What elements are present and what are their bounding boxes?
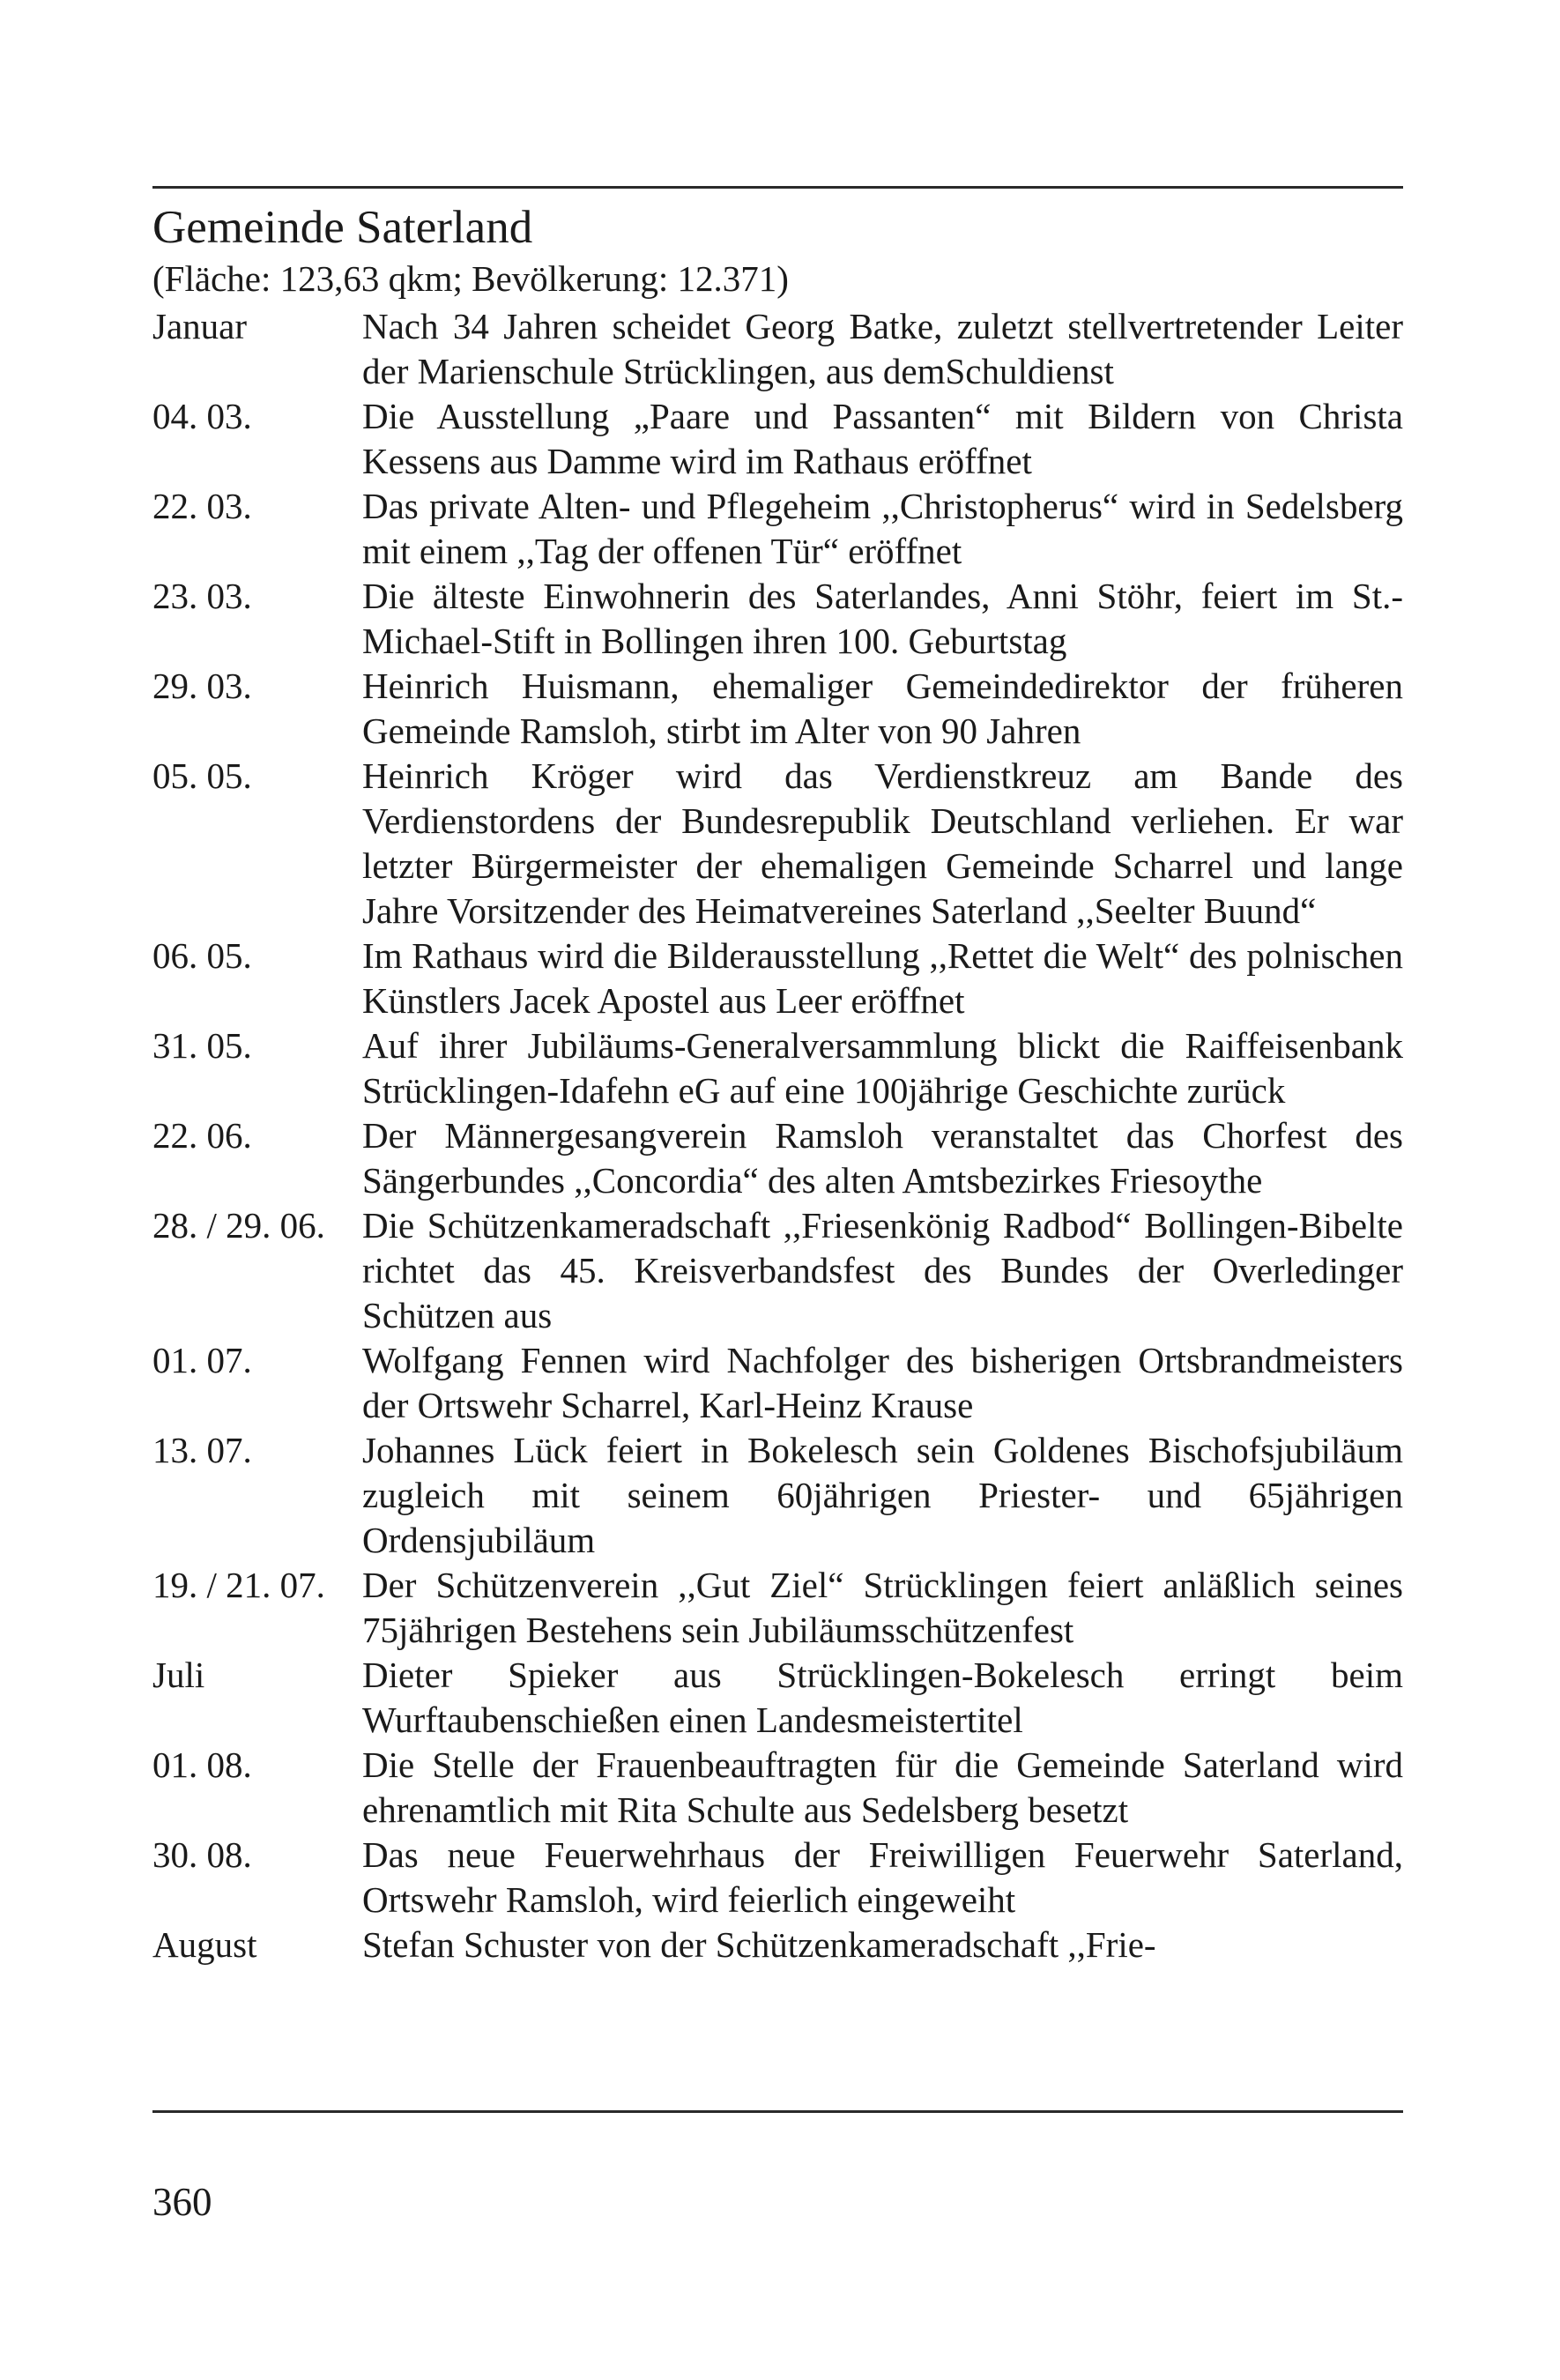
entry-date: 28. / 29. 06. [152,1205,325,1246]
entry-text: Das private Alten- und Pflegeheim ,,Christopherus“ wird in Sedelsberg mit einem ,,Tag der offenen Tür“ eröffnet [362,486,1403,571]
entry-date: Januar [152,306,248,346]
chronicle-entry [152,394,1403,484]
entry-text: Die älteste Einwohnerin des Saterlandes, Anni Stöhr, feiert im St.-Michael-Stift in Bollingen ihren 100. Geburtstag [362,576,1403,661]
entry-text: Johannes Lück feiert in Bokelesch sein Goldenes Bischofsjubiläum zugleich mit seinem 60jährigen Priester- und 65jährigen Ordensjubiläum [362,1430,1403,1560]
entry-text: Im Rathaus wird die Bilderausstellung ,,Rettet die Welt“ des polnischen Künstlers Jacek Apostel aus Leer eröffnet [362,935,1403,1021]
entry-text: Der Männergesangverein Ramsloh veranstaltet das Chorfest des Sängerbundes ,,Concordia“ des alten Amtsbezirkes Friesoythe [362,1115,1403,1201]
entry-date: 22. 06. [152,1115,252,1156]
entry-text: Wolfgang Fennen wird Nachfolger des bisherigen Ortsbrandmeisters der Ortswehr Scharrel, Karl-Heinz Krause [362,1340,1403,1425]
entry-text: Stefan Schuster von der Schützenkameradschaft ,,Frie- [362,1924,1156,1965]
chronicle-entry [152,1743,1403,1833]
entry-date: Juli [152,1655,205,1695]
chronicle-entry [152,1338,1403,1428]
chronicle-entry [152,574,1403,664]
chronicle-entry [152,933,1403,1023]
entry-date: 29. 03. [152,666,252,706]
chronicle-entry [152,664,1403,754]
entry-date: 19. / 21. 07. [152,1565,325,1605]
entry-date: 23. 03. [152,576,252,616]
chronicle-entry [152,484,1403,574]
entry-text: Dieter Spieker aus Strücklingen-Bokelesch erringt beim Wurftaubenschießen einen Landesmeistertitel [362,1655,1403,1740]
entry-text: Auf ihrer Jubiläums-Generalversammlung blickt die Raiffeisenbank Strücklingen-Idafehn eG auf eine 100jährige Geschichte zurück [362,1025,1403,1111]
entry-text: Heinrich Huismann, ehemaliger Gemeindedirektor der früheren Gemeinde Ramsloh, stirbt im Alter von 90 Jahren [362,666,1403,751]
chronicle-entry [152,1563,1403,1653]
entry-text: Die Stelle der Frauenbeauftragten für die Gemeinde Saterland wird ehrenamtlich mit Rita Schulte aus Sedelsberg besetzt [362,1744,1403,1830]
chronicle-entry [152,1923,1403,1967]
section-subtitle: (Fläche: 123,63 qkm; Bevölkerung: 12.371) [152,258,789,299]
entry-date: August [152,1924,257,1965]
entry-date: 30. 08. [152,1834,252,1875]
entry-text: Die Ausstellung „Paare und Passanten“ mit Bildern von Christa Kessens aus Damme wird im Rathaus eröffnet [362,396,1403,481]
section-title: Gemeinde Saterland [152,202,533,253]
entry-text: Das neue Feuerwehrhaus der Freiwilligen Feuerwehr Saterland, Ortswehr Ramsloh, wird feierlich eingeweiht [362,1834,1403,1920]
chronicle-entry [152,1203,1403,1338]
entry-date: 06. 05. [152,935,252,976]
chronicle-entry [152,1833,1403,1923]
entry-text: Die Schützenkameradschaft ,,Friesenkönig Radbod“ Bollingen-Bibelte richtet das 45. Kreisverbandsfest des Bundes der Overledinger Schützen aus [362,1205,1403,1335]
entry-date: 31. 05. [152,1025,252,1066]
entry-text: Heinrich Kröger wird das Verdienstkreuz am Bande des Verdienstordens der Bundesrepublik Deutschland verliehen. Er war letzter Bürgermeister der ehemaligen Gemeinde Scharrel und lange Jahre Vorsitzender des Heimatvereines Saterland ,,Seelter Buund“ [362,755,1403,931]
chronicle-entry [152,754,1403,933]
chronicle-entry [152,1113,1403,1203]
bottom-rule [152,2110,1403,2113]
entry-date: 01. 07. [152,1340,252,1380]
chronicle-entry [152,1428,1403,1563]
top-rule [152,186,1403,189]
page-number: 360 [152,2180,212,2224]
chronicle-entries [152,304,1403,1967]
entry-date: 13. 07. [152,1430,252,1470]
chronicle-entry [152,1653,1403,1743]
entry-date: 22. 03. [152,486,252,526]
chronicle-entry [152,1023,1403,1113]
entry-date: 01. 08. [152,1744,252,1785]
entry-date: 05. 05. [152,755,252,796]
entry-date: 04. 03. [152,396,252,436]
entry-text: Der Schützenverein ,,Gut Ziel“ Strücklingen feiert anläßlich seines 75jährigen Bestehens sein Jubiläumsschützenfest [362,1565,1403,1650]
chronicle-entry [152,304,1403,394]
entry-text: Nach 34 Jahren scheidet Georg Batke, zuletzt stellvertretender Leiter der Marienschule Strücklingen, aus demSchuldienst [362,306,1403,391]
